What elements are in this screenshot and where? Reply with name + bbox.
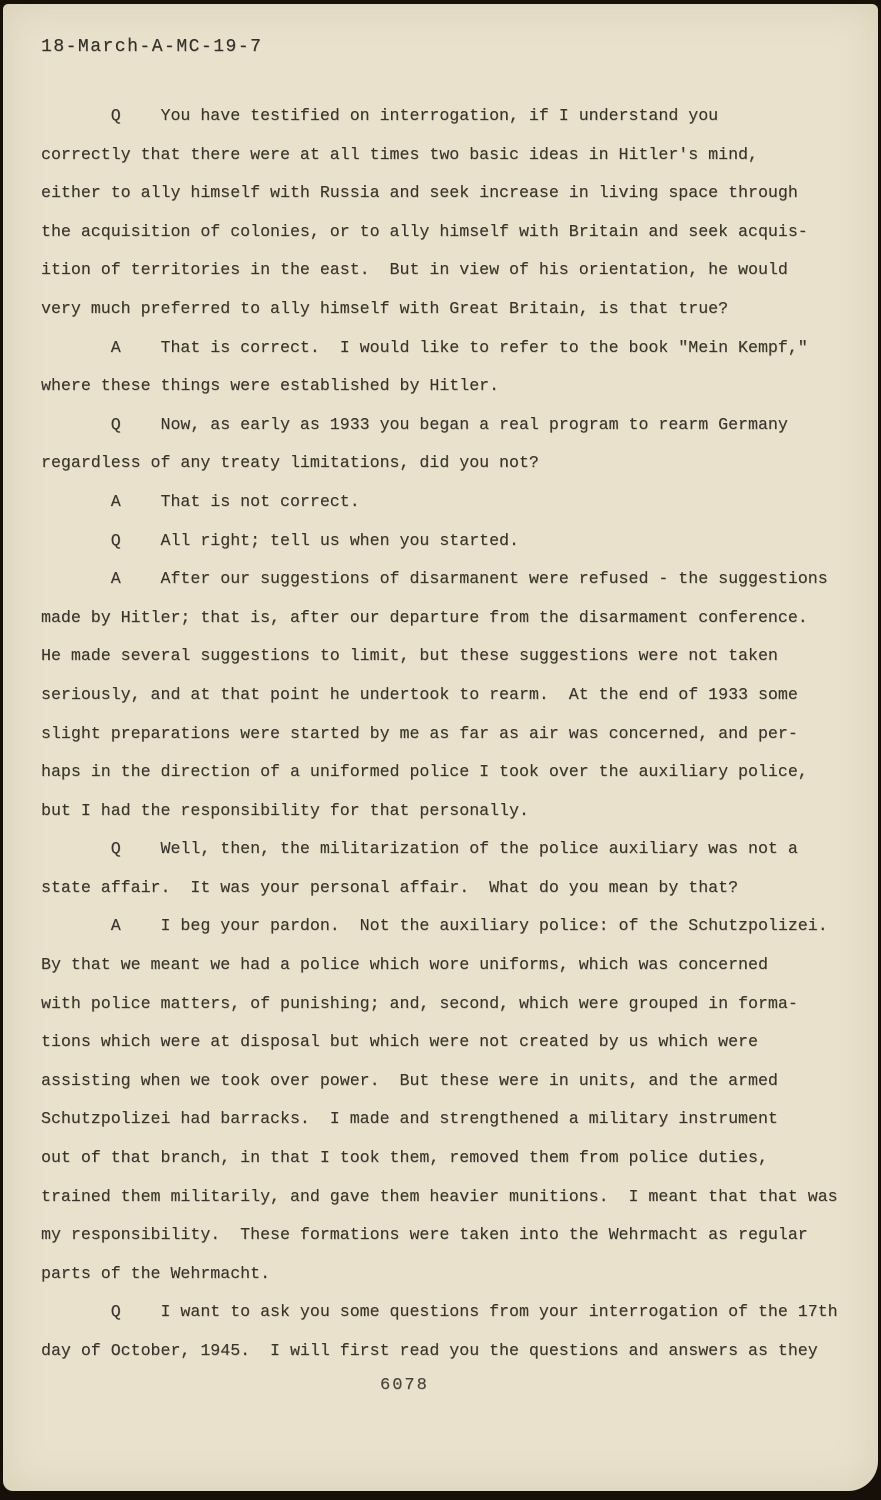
transcript-line: but I had the responsibility for that personally.: [41, 800, 529, 820]
transcript-line: A After our suggestions of disarmanent were refused - the suggestions: [41, 569, 828, 589]
page-number: 6078: [380, 1376, 429, 1395]
transcript-line: Q Now, as early as 1933 you began a real program to rearm Germany: [41, 414, 788, 434]
transcript-line: my responsibility. These formations were taken into the Wehrmacht as regular: [41, 1225, 808, 1245]
transcript-line: correctly that there were at all times two basic ideas in Hitler's mind,: [41, 144, 758, 164]
transcript-line: very much preferred to ally himself with Great Britain, is that true?: [41, 298, 729, 318]
transcript-line: Q All right; tell us when you started.: [41, 530, 519, 550]
transcript-line: He made several suggestions to limit, but these suggestions were not taken: [41, 646, 778, 666]
transcript-line: A That is correct. I would like to refer to the book "Mein Kempf,": [41, 337, 808, 357]
transcript-line: regardless of any treaty limitations, did you not?: [41, 453, 539, 473]
transcript-line: seriously, and at that point he undertook to rearm. At the end of 1933 some: [41, 684, 798, 704]
transcript-line: where these things were established by Hitler.: [41, 376, 500, 396]
transcript-line: tions which were at disposal but which were not created by us which were: [41, 1032, 758, 1052]
transcript-line: parts of the Wehrmacht.: [41, 1263, 271, 1283]
transcript-line: assisting when we took over power. But these were in units, and the armed: [41, 1070, 778, 1090]
transcript-line: with police matters, of punishing; and, second, which were grouped in forma-: [41, 993, 798, 1013]
transcript-line: trained them militarily, and gave them heavier munitions. I meant that that was: [41, 1186, 838, 1206]
document-reference-header: 18-March-A-MC-19-7: [41, 37, 263, 57]
transcript-line: Q Well, then, the militarization of the police auxiliary was not a: [41, 839, 798, 859]
transcript-line: haps in the direction of a uniformed police I took over the auxiliary police,: [41, 762, 808, 782]
transcript-line: either to ally himself with Russia and seek increase in living space through: [41, 183, 798, 203]
transcript-line: Q You have testified on interrogation, if I understand you: [41, 106, 719, 125]
transcript-line: out of that branch, in that I took them, removed them from police duties,: [41, 1148, 768, 1168]
transcript-line: ition of territories in the east. But in view of his orientation, he would: [41, 260, 788, 280]
transcript-line: made by Hitler; that is, after our departure from the disarmament conference.: [41, 607, 808, 627]
transcript-body: [41, 97, 861, 1371]
transcript-line: the acquisition of colonies, or to ally himself with Britain and seek acquis-: [41, 221, 808, 241]
document-page: [3, 4, 878, 1491]
transcript-line: day of October, 1945. I will first read you the questions and answers as they: [41, 1341, 818, 1360]
transcript-line: Q I want to ask you some questions from your interrogation of the 17th: [41, 1302, 838, 1322]
transcript-line: Schutzpolizei had barracks. I made and strengthened a military instrument: [41, 1109, 778, 1129]
transcript-line: slight preparations were started by me as far as air was concerned, and per-: [41, 723, 798, 743]
transcript-line: By that we meant we had a police which wore uniforms, which was concerned: [41, 955, 768, 975]
transcript-line: A I beg your pardon. Not the auxiliary police: of the Schutzpolizei.: [41, 916, 828, 936]
transcript-line: A That is not correct.: [41, 491, 360, 511]
transcript-line: state affair. It was your personal affair. What do you mean by that?: [41, 877, 739, 897]
